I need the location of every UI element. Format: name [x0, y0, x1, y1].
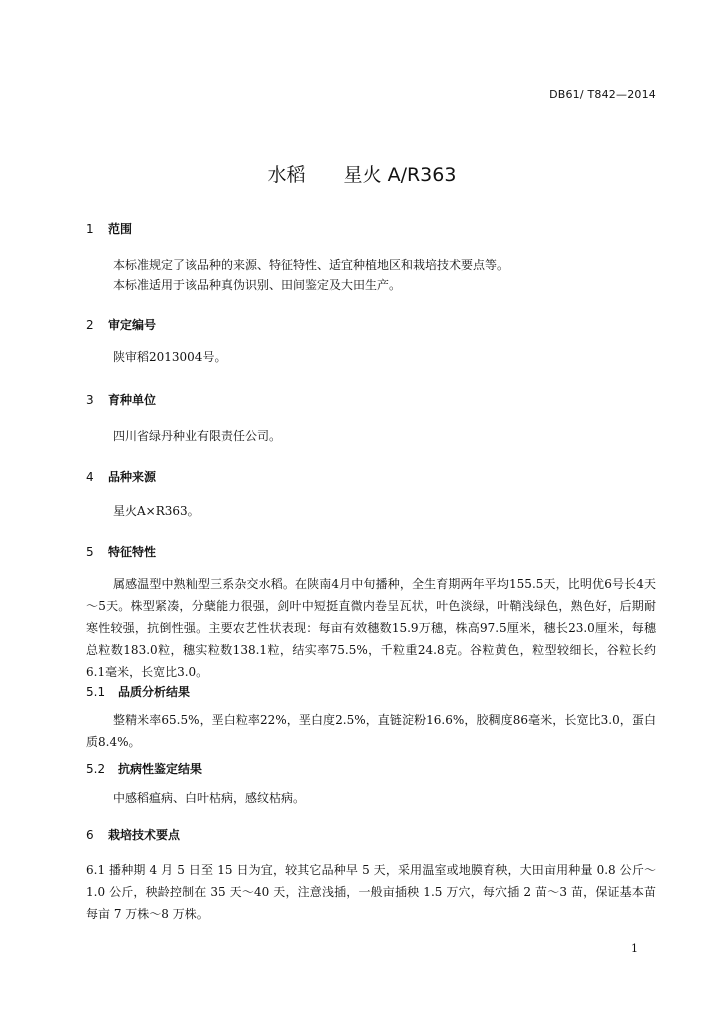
section-5-2-paragraph: 中感稻瘟病、白叶枯病，感纹枯病。	[113, 791, 306, 805]
section-heading-6: 6 栽培技术要点	[86, 828, 181, 842]
title-crop: 水稻	[267, 164, 306, 186]
section-5-1-paragraph: 整精米率65.5%，垩白粒率22%，垩白度2.5%，直链淀粉16.6%，胶稠度86毫米，长宽比3.0，蛋白质8.4%。	[86, 713, 656, 749]
section-heading-5: 5 特征特性	[86, 545, 157, 559]
page-number: 1	[631, 942, 638, 955]
title-variety: 星火 A/R363	[343, 164, 457, 186]
section-heading-5-1: 5.1 品质分析结果	[86, 685, 191, 699]
section-1-paragraph-1: 本标准规定了该品种的来源、特征特性、适宜种植地区和栽培技术要点等。	[113, 258, 510, 272]
section-2-paragraph: 陕审稻2013004号。	[113, 350, 227, 364]
section-heading-3: 3 育种单位	[86, 393, 157, 407]
section-4-paragraph: 星火A×R363。	[113, 504, 200, 518]
section-heading-2: 2 审定编号	[86, 318, 157, 332]
section-heading-4: 4 品种来源	[86, 470, 157, 484]
section-heading-5-2: 5.2 抗病性鉴定结果	[86, 762, 203, 776]
section-3-paragraph: 四川省绿丹种业有限责任公司。	[113, 429, 282, 443]
section-1-paragraph-2: 本标准适用于该品种真伪识别、田间鉴定及大田生产。	[113, 278, 402, 292]
standard-number: DB61/ T842—2014	[549, 88, 656, 101]
document-title	[0, 160, 724, 187]
section-5-paragraph: 属感温型中熟籼型三系杂交水稻。在陕南4月中旬播种，全生育期两年平均155.5天，比明优6号长4天～5天。株型紧凑，分蘖能力很强，剑叶中短挺直微内卷呈瓦状，叶色淡绿，叶鞘浅绿色，熟色好，后期耐寒性较强，抗倒性强。主要农艺性状表现：每亩有效穗数15.9万穗，株高97.5厘米，穗长23.0厘米，每穗总粒数183.0粒，穗实粒数138.1粒，结实率75.5%，千粒重24.8克。谷粒黄色，粒型较细长，谷粒长约6.1毫米，长宽比3.0。	[86, 577, 656, 679]
section-6-1-paragraph: 6.1 播种期 4 月 5 日至 15 日为宜，较其它品种早 5 天，采用温室或地膜育秧，大田亩用种量 0.8 公斤～1.0 公斤，秧龄控制在 35 天～40 天，注意浅插，一般亩插秧 1.5 万穴，每穴插 2 苗～3 苗，保证基本苗每亩 7 万株～8 万株。	[86, 863, 656, 921]
section-heading-1: 1 范围	[86, 222, 133, 236]
